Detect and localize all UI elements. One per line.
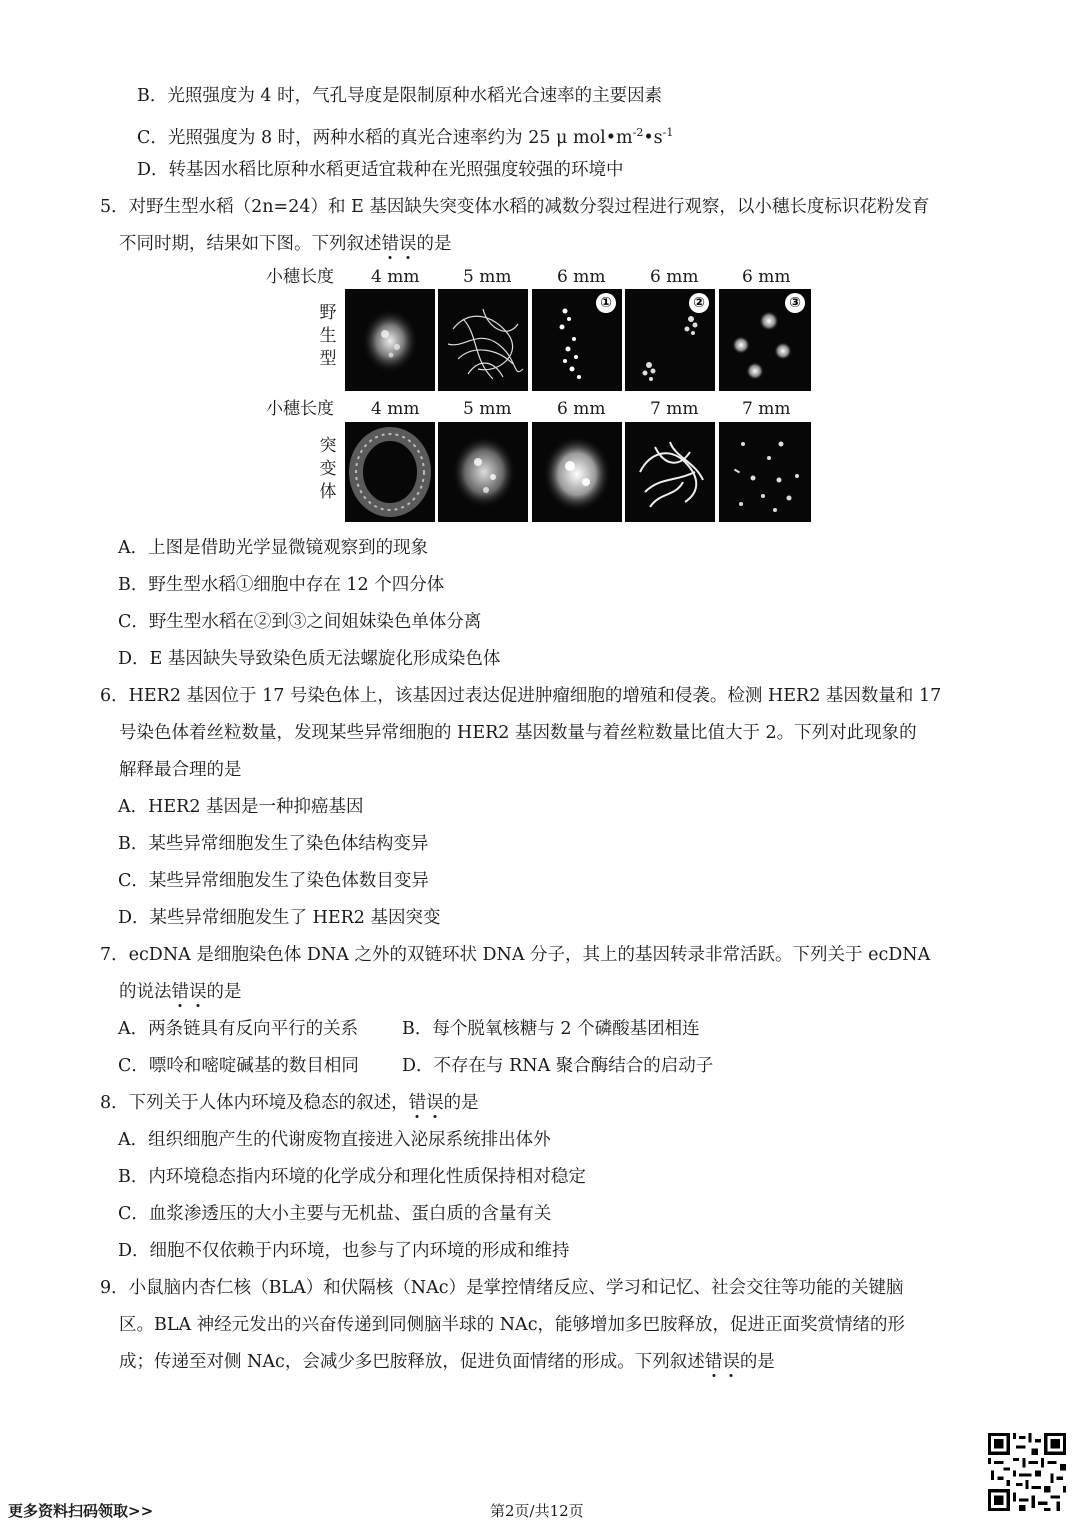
emphasis-char: 错 xyxy=(171,982,189,1002)
side-char: 变 xyxy=(319,459,337,479)
side-char: 生 xyxy=(319,326,337,346)
q4-option-c-text-mid: •s xyxy=(643,127,663,148)
q6-stem-line2: 号染色体着丝粒数量，发现某些异常细胞的 HER2 基因数量与着丝粒数量比值大于 2。下列对此现象的 xyxy=(119,723,917,743)
emphasis-char: 错 xyxy=(704,1352,723,1372)
row1-length-3: 6 mm xyxy=(557,267,606,287)
q5-option-b: B．野生型水稻①细胞中存在 12 个四分体 xyxy=(118,575,445,595)
q8-option-c: C．血浆渗透压的大小主要与无机盐、蛋白质的含量有关 xyxy=(118,1204,552,1224)
q6-stem-line3: 解释最合理的是 xyxy=(119,760,242,780)
q7-stem-line2 xyxy=(119,980,242,1004)
q5-stem-text: 不同时期，结果如下图。下列叙述 xyxy=(119,234,382,254)
side-char: 体 xyxy=(319,482,337,502)
q6-option-a: A．HER2 基因是一种抑癌基因 xyxy=(118,797,364,817)
micrograph-mut-4mm xyxy=(345,422,435,522)
emphasis-char: 误 xyxy=(426,1093,444,1113)
q9-stem-line1: 9．小鼠脑内杏仁核（BLA）和伏隔核（NAc）是掌控情绪反应、学习和记忆、社会交往等功能的关键脑 xyxy=(100,1278,904,1298)
q6-option-d: D．某些异常细胞发生了 HER2 基因突变 xyxy=(118,908,441,928)
emphasis-char: 错 xyxy=(408,1093,427,1113)
micrograph-mut-7mm-1 xyxy=(625,422,715,522)
q5-stem-line2 xyxy=(119,232,452,256)
q4-option-c-text: C．光照强度为 8 时，两种水稻的真光合速率约为 25 μ mol•m xyxy=(137,127,633,148)
q6-option-c: C．某些异常细胞发生了染色体数目变异 xyxy=(118,871,429,891)
q9-stem-text-end: 的是 xyxy=(739,1352,775,1372)
q6-option-b: B．某些异常细胞发生了染色体结构变异 xyxy=(118,834,429,854)
emphasis-char: 错 xyxy=(381,234,399,254)
micrograph-wt-4mm xyxy=(345,289,435,391)
micrograph-mut-5mm xyxy=(438,422,528,522)
q8-option-a: A．组织细胞产生的代谢废物直接进入泌尿系统排出体外 xyxy=(118,1130,551,1150)
q5-option-a: A．上图是借助光学显微镜观察到的现象 xyxy=(118,538,429,558)
emphasis-char: 误 xyxy=(722,1352,740,1372)
row2-length-2: 5 mm xyxy=(463,399,512,419)
row2-length-5: 7 mm xyxy=(742,399,791,419)
q7-stem-line1: 7．ecDNA 是细胞染色体 DNA 之外的双链环状 DNA 分子，其上的基因转录非常活跃。下列关于 ecDNA xyxy=(100,945,931,965)
side-char: 突 xyxy=(319,436,337,456)
emphasis-char: 误 xyxy=(399,234,417,254)
micrograph-mut-7mm-2 xyxy=(719,422,811,522)
emphasis-char: 误 xyxy=(189,982,207,1002)
q7-option-b: B．每个脱氧核糖与 2 个磷酸基团相连 xyxy=(402,1019,700,1039)
marker-3: ③ xyxy=(785,293,805,313)
side-char: 型 xyxy=(319,349,337,369)
q8-stem-text: 8．下列关于人体内环境及稳态的叙述， xyxy=(100,1093,409,1113)
q4-option-b: B．光照强度为 4 时，气孔导度是限制原种水稻光合速率的主要因素 xyxy=(137,86,663,106)
q9-stem-line2: 区。BLA 神经元发出的兴奋传递到同侧脑半球的 NAc，能够增加多巴胺释放，促进正面奖赏情绪的形 xyxy=(119,1315,905,1335)
superscript-minus2: -2 xyxy=(632,126,644,139)
q7-stem-text-end: 的是 xyxy=(206,982,242,1002)
row1-side-label xyxy=(318,302,338,371)
q5-option-d: D．E 基因缺失导致染色质无法螺旋化形成染色体 xyxy=(118,649,501,669)
q9-stem-text: 成；传递至对侧 NAc，会减少多巴胺释放，促进负面情绪的形成。下列叙述 xyxy=(119,1352,705,1372)
q8-option-b: B．内环境稳态指内环境的化学成分和理化性质保持相对稳定 xyxy=(118,1167,586,1187)
q5-option-c: C．野生型水稻在②到③之间姐妹染色单体分离 xyxy=(118,612,482,632)
q7-option-c: C．嘌呤和嘧啶碱基的数目相同 xyxy=(118,1056,359,1076)
row2-label: 小穗长度 xyxy=(266,399,334,419)
q4-option-d: D．转基因水稻比原种水稻更适宜栽种在光照强度较强的环境中 xyxy=(137,160,624,180)
marker-2: ② xyxy=(689,293,709,313)
micrograph-wt-5mm xyxy=(438,289,528,391)
row1-length-5: 6 mm xyxy=(742,267,791,287)
q8-stem-text-end: 的是 xyxy=(443,1093,479,1113)
row1-length-4: 6 mm xyxy=(650,267,699,287)
q4-option-c xyxy=(137,121,673,150)
footer-scan-link[interactable]: 更多资料扫码领取>> xyxy=(8,1502,154,1520)
q8-stem xyxy=(100,1091,479,1115)
row2-length-4: 7 mm xyxy=(650,399,699,419)
page-number: 第2页/共12页 xyxy=(490,1502,584,1520)
q6-stem-line1: 6．HER2 基因位于 17 号染色体上，该基因过表达促进肿瘤细胞的增殖和侵袭。检测 HER2 基因数量和 17 xyxy=(100,686,942,706)
side-char: 野 xyxy=(319,303,337,323)
q9-stem-line3 xyxy=(119,1350,775,1374)
row1-length-2: 5 mm xyxy=(463,267,512,287)
micrograph-wt-6mm-3 xyxy=(719,289,811,391)
q7-stem-text: 的说法 xyxy=(119,982,172,1002)
micrograph-wt-6mm-1 xyxy=(532,289,622,391)
row2-length-3: 6 mm xyxy=(557,399,606,419)
q7-option-a: A．两条链具有反向平行的关系 xyxy=(118,1019,359,1039)
micrograph-wt-6mm-2 xyxy=(625,289,715,391)
row1-label: 小穗长度 xyxy=(266,267,334,287)
row2-side-label xyxy=(318,435,338,504)
row2-length-1: 4 mm xyxy=(371,399,420,419)
q7-option-d: D．不存在与 RNA 聚合酶结合的启动子 xyxy=(402,1056,714,1076)
qr-code[interactable] xyxy=(988,1433,1066,1511)
q5-stem-line1: 5．对野生型水稻（2n=24）和 E 基因缺失突变体水稻的减数分裂过程进行观察，以小穗长度标识花粉发育 xyxy=(100,197,930,217)
row1-length-1: 4 mm xyxy=(371,267,420,287)
superscript-minus1: -1 xyxy=(662,126,674,139)
marker-1: ① xyxy=(596,293,616,313)
q5-stem-text-end: 的是 xyxy=(416,234,452,254)
micrograph-mut-6mm xyxy=(532,422,622,522)
q8-option-d: D．细胞不仅依赖于内环境，也参与了内环境的形成和维持 xyxy=(118,1241,570,1261)
